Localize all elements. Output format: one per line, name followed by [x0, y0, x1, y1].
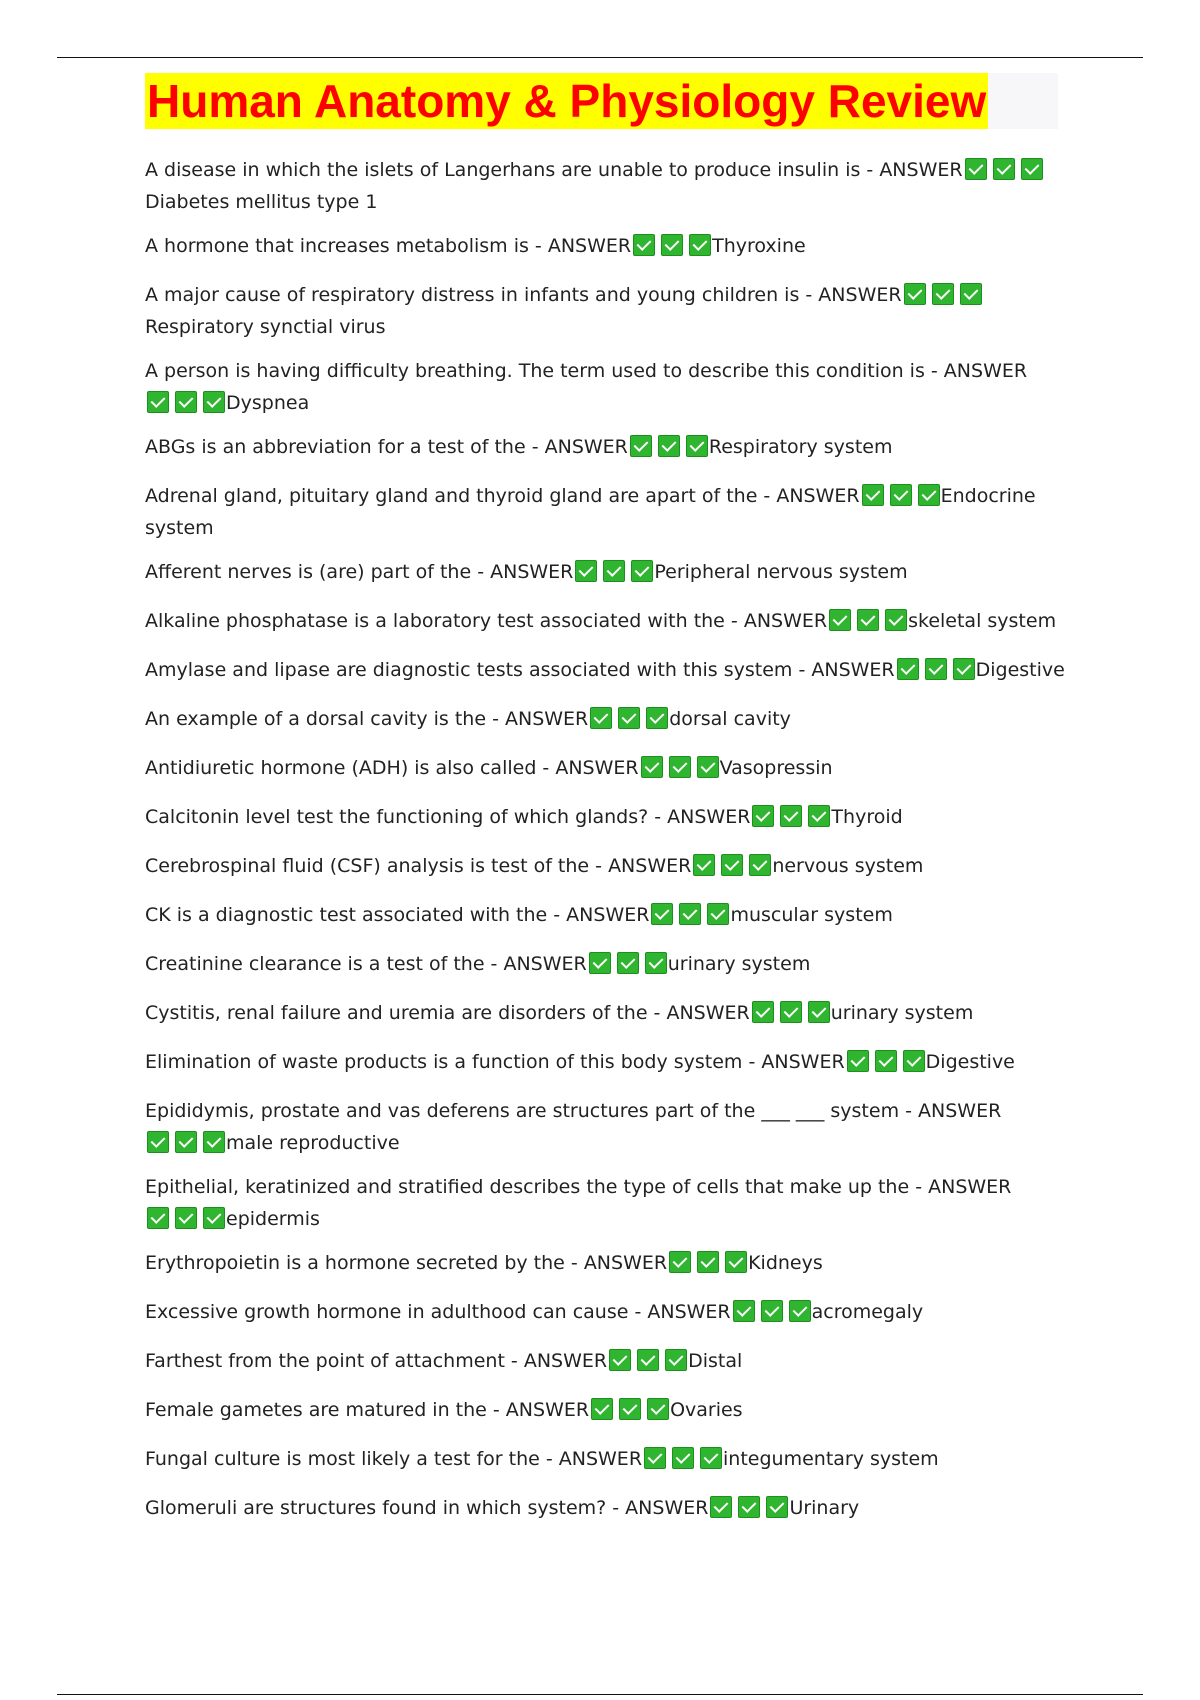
question-text: Creatinine clearance is a test of the - — [145, 953, 498, 975]
answer-label: ANSWER — [547, 235, 632, 257]
answer-text: Digestive — [975, 659, 1065, 681]
answer-text: skeletal system — [908, 610, 1057, 632]
question-text: CK is a diagnostic test associated with the - — [145, 904, 561, 926]
qa-item — [145, 1345, 1075, 1394]
question-text: Afferent nerves is (are) part of the - — [145, 561, 485, 583]
answer-text: nervous system — [772, 855, 924, 877]
check-mark-icon — [647, 1398, 669, 1420]
answer-text: Urinary — [789, 1497, 860, 1519]
answer-text: Peripheral nervous system — [654, 561, 908, 583]
question-text: Glomeruli are structures found in which system? - — [145, 1497, 620, 1519]
check-mark-icon — [637, 1349, 659, 1371]
check-mark-icon — [679, 903, 701, 925]
question-text: Farthest from the point of attachment - — [145, 1350, 518, 1372]
check-mark-icon — [175, 391, 197, 413]
check-mark-icon — [897, 658, 919, 680]
question-text: Alkaline phosphatase is a laboratory test associated with the - — [145, 610, 738, 632]
question-text: Amylase and lipase are diagnostic tests associated with this system - — [145, 659, 806, 681]
check-mark-icon — [591, 1398, 613, 1420]
question-text: A disease in which the islets of Langerhans are unable to produce insulin is - — [145, 159, 874, 181]
answer-label: ANSWER — [761, 1051, 845, 1073]
qa-item — [145, 752, 1075, 801]
check-group — [965, 154, 1049, 186]
qa-item — [145, 997, 1075, 1046]
check-mark-icon — [725, 1251, 747, 1273]
check-mark-icon — [630, 435, 652, 457]
answer-text: Endocrine system — [145, 485, 1036, 539]
check-group — [669, 1247, 753, 1279]
check-mark-icon — [918, 484, 940, 506]
qa-item — [145, 1394, 1075, 1443]
check-group — [147, 1203, 231, 1235]
question-text: Elimination of waste products is a function of this body system - — [145, 1051, 756, 1073]
check-group — [609, 1345, 693, 1377]
check-mark-icon — [603, 560, 625, 582]
check-group — [897, 654, 981, 686]
answer-label: ANSWER — [544, 436, 628, 458]
check-mark-icon — [147, 391, 169, 413]
answer-text: epidermis — [226, 1208, 320, 1230]
answer-label: ANSWER — [566, 904, 650, 926]
check-mark-icon — [669, 756, 691, 778]
answer-label: ANSWER — [647, 1301, 731, 1323]
check-mark-icon — [932, 283, 954, 305]
check-mark-icon — [672, 1447, 694, 1469]
check-mark-icon — [925, 658, 947, 680]
qa-item — [145, 431, 1075, 480]
question-text: Excessive growth hormone in adulthood can cause - — [145, 1301, 642, 1323]
qa-item — [145, 899, 1075, 948]
check-mark-icon — [644, 1447, 666, 1469]
qa-item — [145, 1492, 1075, 1541]
answer-text: Digestive — [925, 1051, 1015, 1073]
check-mark-icon — [761, 1300, 783, 1322]
check-group — [847, 1046, 931, 1078]
check-mark-icon — [749, 854, 771, 876]
check-mark-icon — [700, 1447, 722, 1469]
qa-item — [145, 605, 1075, 654]
check-mark-icon — [646, 707, 668, 729]
check-mark-icon — [693, 854, 715, 876]
check-mark-icon — [661, 234, 683, 256]
check-mark-icon — [885, 609, 907, 631]
question-text: Fungal culture is most likely a test for the - — [145, 1448, 553, 1470]
question-text: Cystitis, renal failure and uremia are disorders of the - — [145, 1002, 661, 1024]
answer-text: integumentary system — [723, 1448, 939, 1470]
check-mark-icon — [609, 1349, 631, 1371]
qa-item — [145, 279, 1075, 355]
answer-text: Distal — [688, 1350, 743, 1372]
qa-item — [145, 230, 1075, 279]
qa-item — [145, 1095, 1075, 1171]
answer-text: Vasopressin — [719, 757, 833, 779]
check-group — [693, 850, 777, 882]
answer-label: ANSWER — [667, 806, 751, 828]
top-rule — [57, 57, 1143, 58]
check-group — [862, 480, 946, 512]
check-mark-icon — [589, 952, 611, 974]
qa-item — [145, 1046, 1075, 1095]
check-group — [829, 605, 913, 637]
check-mark-icon — [686, 435, 708, 457]
check-group — [651, 899, 735, 931]
check-mark-icon — [862, 484, 884, 506]
check-group — [591, 1394, 675, 1426]
check-mark-icon — [651, 903, 673, 925]
check-mark-icon — [175, 1131, 197, 1153]
question-text: A major cause of respiratory distress in infants and young children is - — [145, 284, 813, 306]
check-group — [733, 1296, 817, 1328]
answer-label: ANSWER — [555, 757, 639, 779]
check-mark-icon — [993, 158, 1015, 180]
qa-item — [145, 1247, 1075, 1296]
answer-label: ANSWER — [818, 284, 902, 306]
check-mark-icon — [766, 1496, 788, 1518]
question-text: Epididymis, prostate and vas deferens are structures part of the ___ ___ system - — [145, 1100, 912, 1122]
check-mark-icon — [147, 1131, 169, 1153]
answer-label: ANSWER — [666, 1002, 750, 1024]
check-mark-icon — [203, 1131, 225, 1153]
check-mark-icon — [631, 560, 653, 582]
answer-text: Thyroxine — [712, 235, 806, 257]
qa-item — [145, 850, 1075, 899]
check-group — [710, 1492, 794, 1524]
answer-text: acromegaly — [811, 1301, 924, 1323]
check-group — [904, 279, 988, 311]
question-text: A person is having difficulty breathing. The term used to describe this condition is - — [145, 360, 938, 382]
check-mark-icon — [847, 1050, 869, 1072]
check-group — [644, 1443, 728, 1475]
check-mark-icon — [645, 952, 667, 974]
answer-label: ANSWER — [625, 1497, 709, 1519]
answer-label: ANSWER — [523, 1350, 608, 1372]
check-group — [633, 230, 717, 262]
qa-item — [145, 154, 1075, 230]
check-mark-icon — [697, 756, 719, 778]
check-mark-icon — [710, 1496, 732, 1518]
question-text: Female gametes are matured in the - — [145, 1399, 500, 1421]
check-mark-icon — [665, 1349, 687, 1371]
answer-text: urinary system — [830, 1002, 974, 1024]
check-group — [147, 1127, 231, 1159]
check-mark-icon — [175, 1207, 197, 1229]
check-mark-icon — [1021, 158, 1043, 180]
answer-label: ANSWER — [505, 1399, 590, 1421]
check-mark-icon — [752, 1001, 774, 1023]
check-mark-icon — [733, 1300, 755, 1322]
answer-label: ANSWER — [743, 610, 828, 632]
check-group — [147, 387, 231, 419]
qa-item — [145, 556, 1075, 605]
check-mark-icon — [857, 609, 879, 631]
check-mark-icon — [738, 1496, 760, 1518]
check-group — [590, 703, 674, 735]
qa-item — [145, 654, 1075, 703]
qa-item — [145, 355, 1075, 431]
check-mark-icon — [890, 484, 912, 506]
answer-text: urinary system — [667, 953, 811, 975]
question-text: An example of a dorsal cavity is the - — [145, 708, 499, 730]
check-mark-icon — [633, 234, 655, 256]
answer-label: ANSWER — [943, 360, 1028, 382]
answer-text: Dyspnea — [226, 392, 310, 414]
qa-item — [145, 948, 1075, 997]
answer-text: Ovaries — [670, 1399, 743, 1421]
check-mark-icon — [147, 1207, 169, 1229]
qa-item — [145, 1171, 1075, 1247]
answer-text: male reproductive — [226, 1132, 400, 1154]
check-mark-icon — [875, 1050, 897, 1072]
check-mark-icon — [960, 283, 982, 305]
answer-text: dorsal cavity — [669, 708, 791, 730]
title-banner — [145, 73, 1058, 129]
qa-item — [145, 703, 1075, 752]
check-mark-icon — [789, 1300, 811, 1322]
question-text: Antidiuretic hormone (ADH) is also called - — [145, 757, 550, 779]
check-mark-icon — [721, 854, 743, 876]
check-group — [752, 997, 836, 1029]
question-text: Calcitonin level test the functioning of which glands? - — [145, 806, 662, 828]
answer-label: ANSWER — [776, 485, 860, 507]
answer-label: ANSWER — [503, 953, 587, 975]
bottom-rule — [57, 1694, 1143, 1695]
qa-list — [145, 154, 1075, 1541]
check-mark-icon — [203, 1207, 225, 1229]
answer-text: Diabetes mellitus type 1 — [145, 191, 378, 213]
answer-label: ANSWER — [608, 855, 692, 877]
answer-label: ANSWER — [928, 1176, 1012, 1198]
answer-text: Kidneys — [748, 1252, 823, 1274]
check-mark-icon — [829, 609, 851, 631]
check-mark-icon — [808, 1001, 830, 1023]
question-text: Cerebrospinal fluid (CSF) analysis is test of the - — [145, 855, 603, 877]
qa-item — [145, 801, 1075, 850]
question-text: A hormone that increases metabolism is - — [145, 235, 542, 257]
check-mark-icon — [752, 805, 774, 827]
check-group — [641, 752, 725, 784]
check-group — [630, 431, 714, 463]
answer-label: ANSWER — [504, 708, 589, 730]
check-mark-icon — [780, 1001, 802, 1023]
qa-item — [145, 480, 1075, 556]
check-mark-icon — [669, 1251, 691, 1273]
answer-label: ANSWER — [879, 159, 963, 181]
check-mark-icon — [619, 1398, 641, 1420]
check-mark-icon — [618, 707, 640, 729]
document-title: Human Anatomy & Physiology Review — [147, 75, 987, 127]
answer-label: ANSWER — [918, 1100, 1002, 1122]
question-text: Epithelial, keratinized and stratified describes the type of cells that make up the - — [145, 1176, 923, 1198]
check-group — [752, 801, 836, 833]
question-text: Erythropoietin is a hormone secreted by the - — [145, 1252, 578, 1274]
qa-item — [145, 1443, 1075, 1492]
check-mark-icon — [575, 560, 597, 582]
check-mark-icon — [808, 805, 830, 827]
answer-label: ANSWER — [583, 1252, 668, 1274]
check-mark-icon — [658, 435, 680, 457]
answer-text: Respiratory synctial virus — [145, 316, 386, 338]
check-mark-icon — [641, 756, 663, 778]
check-mark-icon — [590, 707, 612, 729]
check-mark-icon — [697, 1251, 719, 1273]
check-mark-icon — [965, 158, 987, 180]
check-mark-icon — [953, 658, 975, 680]
check-mark-icon — [904, 283, 926, 305]
check-mark-icon — [903, 1050, 925, 1072]
check-mark-icon — [780, 805, 802, 827]
answer-label: ANSWER — [811, 659, 895, 681]
check-mark-icon — [617, 952, 639, 974]
question-text: ABGs is an abbreviation for a test of the - — [145, 436, 539, 458]
check-group — [589, 948, 673, 980]
answer-text: Respiratory system — [708, 436, 893, 458]
question-text: Adrenal gland, pituitary gland and thyroid gland are apart of the - — [145, 485, 771, 507]
check-mark-icon — [203, 391, 225, 413]
answer-label: ANSWER — [490, 561, 574, 583]
check-mark-icon — [689, 234, 711, 256]
answer-text: muscular system — [730, 904, 893, 926]
qa-item — [145, 1296, 1075, 1345]
check-group — [575, 556, 659, 588]
check-mark-icon — [707, 903, 729, 925]
answer-text: Thyroid — [831, 806, 903, 828]
answer-label: ANSWER — [558, 1448, 643, 1470]
